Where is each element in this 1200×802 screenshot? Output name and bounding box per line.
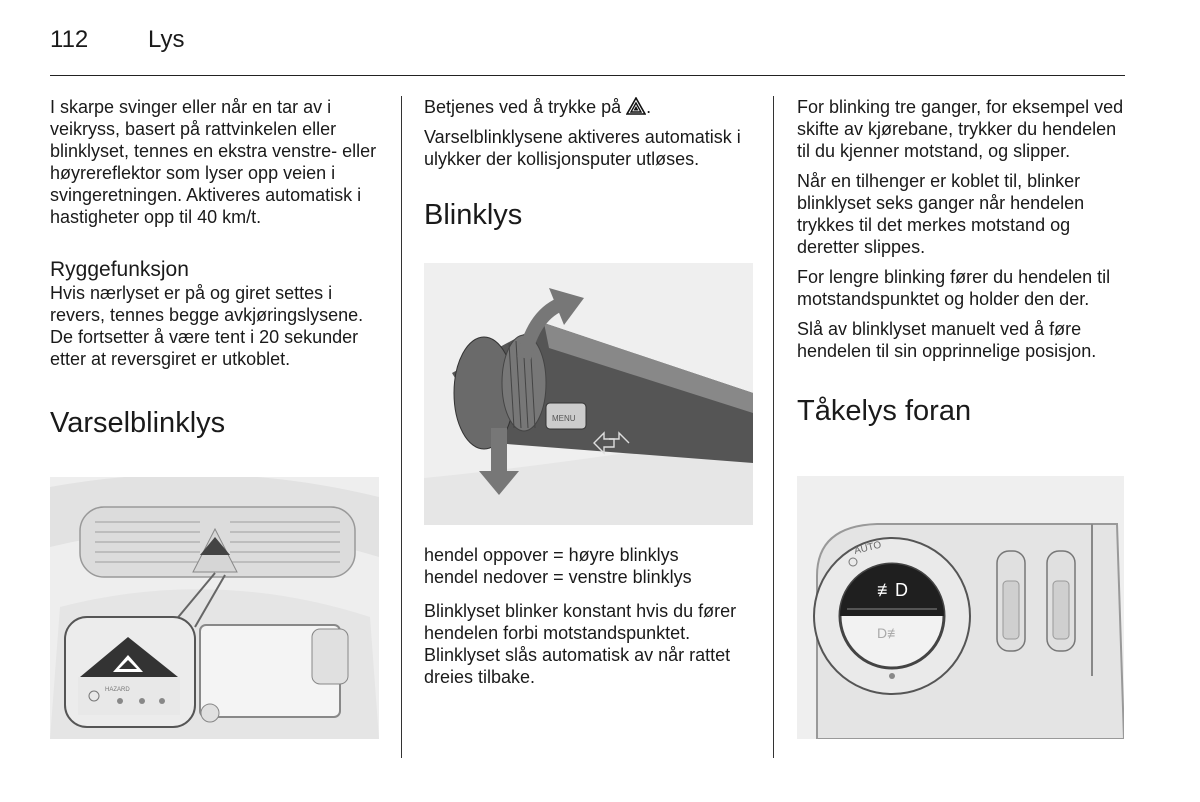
paragraph-text: Betjenes ved å trykke på [424,97,622,117]
column-divider-1 [401,96,402,758]
paragraph: Slå av blinklyset manuelt ved å føre hendelen til sin opprinnelige posisjon. [797,319,1097,361]
paragraph: For blinking tre ganger, for eksempel ved skifte av kjørebane, trykker du hendelen til du kjenner motstand, og slipper. [797,97,1124,161]
column-2 [424,96,756,232]
paragraph [424,96,756,118]
page-number: 112 [50,26,89,53]
section-title: Lys [148,26,185,53]
fog-light-switch-figure [797,476,1124,739]
column-2-lower [424,544,756,688]
hazard-switch-figure [50,477,379,739]
svg-text:D≢: D≢ [877,625,902,641]
paragraph-end: . [646,97,652,117]
hazard-triangle-icon [626,97,646,115]
paragraph: Hvis nærlyset er på og giret settes i revers, tennes begge avkjøringslysene. De fortsetter å være tent i 20 sekunder etter at reversgiret er utkoblet. [50,283,364,369]
subheading: Ryggefunksjon [50,258,189,281]
section-heading: Blinklys [424,199,523,231]
column-3 [797,96,1127,428]
fog-auto-label: AUTO [853,539,883,557]
legend-line: hendel nedover = venstre blinklys [424,567,692,587]
stalk-menu-label: MENU [552,414,576,423]
legend-line: hendel oppover = høyre blinklys [424,545,679,565]
paragraph: Når en tilhenger er koblet til, blinker blinklyset seks ganger når hendelen trykkes til det merkes motstand og deretter slippes. [797,171,1085,257]
section-heading: Varselblinklys [50,407,226,439]
header-rule [50,75,1125,76]
turn-signal-stalk-figure [424,263,753,525]
svg-text:≢D: ≢D [877,580,908,600]
page-header [50,26,1125,76]
hazard-label: HAZARD [105,687,130,693]
paragraph: I skarpe svinger eller når en tar av i veikryss, basert på rattvinkelen eller blinklyset, tennes en ekstra venstre- eller høyrereflektor som lyser opp veien i svingeretningen. Aktiveres automatisk i hastigheter opp til 40 km/t. [50,97,377,227]
section-heading: Tåkelys foran [797,395,972,427]
paragraph: Blinklyset blinker konstant hvis du fører hendelen forbi motstandspunktet. Blinklyset slås automatisk av når rattet dreies tilbake. [424,601,737,687]
column-1 [50,96,382,440]
paragraph: For lengre blinking fører du hendelen til motstandspunktet og holder den der. [797,267,1111,309]
paragraph: Varselblinklysene aktiveres automatisk i ulykker der kollisjonsputer utløses. [424,127,741,169]
column-divider-2 [773,96,774,758]
